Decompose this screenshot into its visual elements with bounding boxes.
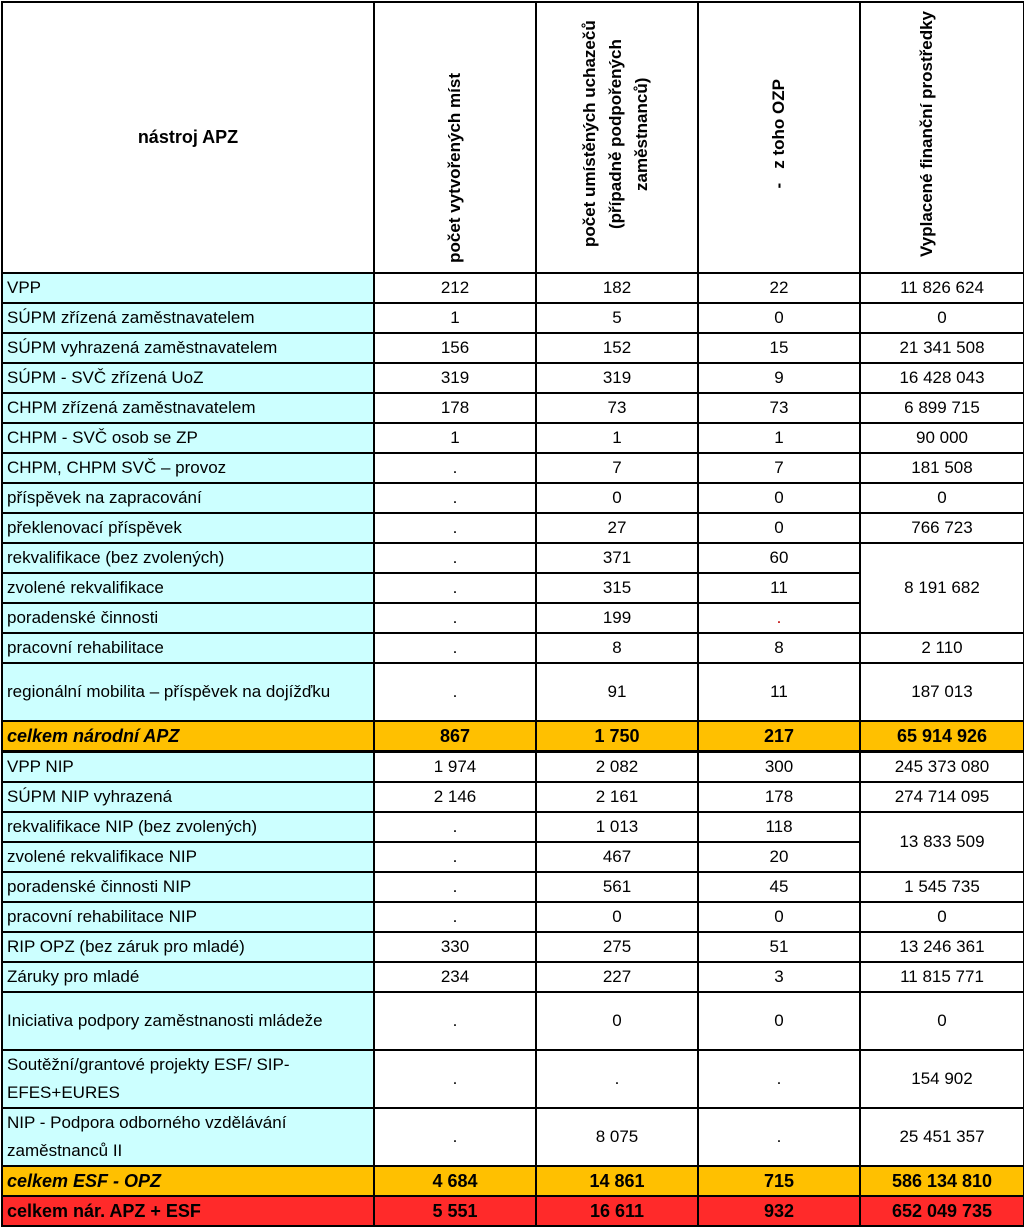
row-ozp: 15 [698,333,860,363]
table-row [2,1050,1024,1108]
row-ozp: 20 [698,842,860,872]
row-name: SÚPM zřízená zaměstnavatelem [2,303,374,333]
row-created: . [374,453,536,483]
grand-total-row [2,1196,1024,1226]
row-paid: 11 815 771 [860,962,1024,992]
table-row [2,363,1024,393]
row-placed: . [536,1050,698,1108]
row-ozp: . [698,1108,860,1166]
row-ozp: . [698,1050,860,1108]
table-row [2,663,1024,721]
row-paid: 766 723 [860,513,1024,543]
grand-total-ozp: 932 [698,1196,860,1226]
row-name: NIP - Podpora odborného vzdělávání zaměstnanců II [2,1108,374,1166]
row-name: RIP OPZ (bez záruk pro mladé) [2,932,374,962]
table-row [2,962,1024,992]
row-placed: 8 [536,633,698,663]
merged-paid-rekvalifikace-nip: 13 833 509 [860,812,1024,872]
row-placed: 27 [536,513,698,543]
total-ozp: 217 [698,721,860,752]
row-paid: 0 [860,483,1024,513]
table-row [2,812,1024,842]
row-placed: 275 [536,932,698,962]
row-paid: 0 [860,902,1024,932]
row-ozp: 11 [698,573,860,603]
table-row [2,483,1024,513]
header-created [374,2,536,273]
row-placed: 73 [536,393,698,423]
row-placed: 2 161 [536,782,698,812]
row-placed: 1 [536,423,698,453]
row-paid: 0 [860,303,1024,333]
row-paid: 274 714 095 [860,782,1024,812]
table-row [2,393,1024,423]
row-created: . [374,603,536,633]
total-ozp: 715 [698,1166,860,1196]
row-ozp: 118 [698,812,860,842]
row-name: Soutěžní/grantové projekty ESF/ SIP- EFES+EURES [2,1050,374,1108]
row-name: poradenské činnosti [2,603,374,633]
header-tool: nástroj APZ [2,2,374,273]
row-paid: 6 899 715 [860,393,1024,423]
total-paid: 586 134 810 [860,1166,1024,1196]
table-row [2,273,1024,303]
row-placed: 371 [536,543,698,573]
row-name: CHPM - SVČ osob se ZP [2,423,374,453]
row-name: poradenské činnosti NIP [2,872,374,902]
row-paid: 16 428 043 [860,363,1024,393]
total-placed: 1 750 [536,721,698,752]
row-created: 1 [374,303,536,333]
table-row [2,902,1024,932]
row-paid: 2 110 [860,633,1024,663]
row-name: regionální mobilita – příspěvek na dojížďku [2,663,374,721]
table-row [2,1108,1024,1166]
row-ozp: 9 [698,363,860,393]
row-name: zvolené rekvalifikace NIP [2,842,374,872]
row-paid: 181 508 [860,453,1024,483]
row-created: . [374,1050,536,1108]
row-placed: 199 [536,603,698,633]
row-created: . [374,842,536,872]
header-paid [860,2,1024,273]
subtotal-row-esf [2,1166,1024,1196]
table-row [2,543,1024,573]
row-placed: 5 [536,303,698,333]
row-name: překlenovací příspěvek [2,513,374,543]
row-placed: 91 [536,663,698,721]
row-ozp: 3 [698,962,860,992]
row-paid: 154 902 [860,1050,1024,1108]
row-created: . [374,483,536,513]
table-row [2,333,1024,363]
header-paid-text: Vyplacené finanční prostředky [917,11,936,257]
row-ozp: 0 [698,303,860,333]
row-name: rekvalifikace (bez zvolených) [2,543,374,573]
row-name: CHPM, CHPM SVČ – provoz [2,453,374,483]
row-placed: 561 [536,872,698,902]
header-placed [536,2,698,273]
grand-total-placed: 16 611 [536,1196,698,1226]
row-placed: 152 [536,333,698,363]
row-name: CHPM zřízená zaměstnavatelem [2,393,374,423]
row-created: 178 [374,393,536,423]
row-paid: 187 013 [860,663,1024,721]
row-created: . [374,663,536,721]
row-ozp: 8 [698,633,860,663]
row-placed: 319 [536,363,698,393]
row-created: 1 [374,423,536,453]
row-ozp: 73 [698,393,860,423]
row-name: VPP [2,273,374,303]
total-created: 4 684 [374,1166,536,1196]
row-paid: 21 341 508 [860,333,1024,363]
row-created: 330 [374,932,536,962]
row-paid: 25 451 357 [860,1108,1024,1166]
table-row [2,423,1024,453]
row-name: pracovní rehabilitace [2,633,374,663]
table-row [2,752,1024,783]
row-paid: 11 826 624 [860,273,1024,303]
row-placed: 7 [536,453,698,483]
row-created: 212 [374,273,536,303]
total-name: celkem ESF - OPZ [2,1166,374,1196]
row-ozp: 7 [698,453,860,483]
row-name: příspěvek na zapracování [2,483,374,513]
row-ozp: 0 [698,513,860,543]
row-placed: 227 [536,962,698,992]
row-created: . [374,543,536,573]
row-name: rekvalifikace NIP (bez zvolených) [2,812,374,842]
total-placed: 14 861 [536,1166,698,1196]
row-created: 2 146 [374,782,536,812]
row-created: 234 [374,962,536,992]
subtotal-row-national [2,721,1024,752]
row-name: SÚPM vyhrazená zaměstnavatelem [2,333,374,363]
row-created: 1 974 [374,752,536,783]
header-ozp [698,2,860,273]
row-ozp: 45 [698,872,860,902]
row-paid: 1 545 735 [860,872,1024,902]
table-row [2,303,1024,333]
row-name: Iniciativa podpory zaměstnanosti mládeže [2,992,374,1050]
row-created: . [374,872,536,902]
row-name: VPP NIP [2,752,374,783]
row-created: . [374,902,536,932]
row-paid: 245 373 080 [860,752,1024,783]
table-row [2,513,1024,543]
header-row [2,2,1024,273]
row-placed: 0 [536,483,698,513]
row-placed: 1 013 [536,812,698,842]
merged-paid-rekvalifikace: 8 191 682 [860,543,1024,633]
row-ozp: 0 [698,483,860,513]
row-placed: 182 [536,273,698,303]
total-paid: 65 914 926 [860,721,1024,752]
row-placed: 315 [536,573,698,603]
row-created: . [374,1108,536,1166]
table-row [2,782,1024,812]
row-created: . [374,573,536,603]
total-name: celkem národní APZ [2,721,374,752]
total-created: 867 [374,721,536,752]
row-ozp: 51 [698,932,860,962]
row-ozp: 11 [698,663,860,721]
grand-total-name: celkem nár. APZ + ESF [2,1196,374,1226]
row-ozp: 22 [698,273,860,303]
row-created: . [374,633,536,663]
table-row [2,453,1024,483]
row-paid: 0 [860,992,1024,1050]
table-row [2,932,1024,962]
row-name: pracovní rehabilitace NIP [2,902,374,932]
row-ozp: 0 [698,992,860,1050]
table-row [2,872,1024,902]
header-ozp-text: - z toho OZP [769,79,788,189]
grand-total-created: 5 551 [374,1196,536,1226]
row-name: SÚPM - SVČ zřízená UoZ [2,363,374,393]
row-created: 319 [374,363,536,393]
row-placed: 467 [536,842,698,872]
row-name: zvolené rekvalifikace [2,573,374,603]
row-ozp: 0 [698,902,860,932]
header-placed-text: počet umístěných uchazečů (případně podpořených zaměstnanců) [580,20,651,248]
row-placed: 0 [536,902,698,932]
row-paid: 90 000 [860,423,1024,453]
row-ozp: . [698,603,860,633]
table-row [2,992,1024,1050]
row-ozp: 60 [698,543,860,573]
grand-total-paid: 652 049 735 [860,1196,1024,1226]
row-ozp: 1 [698,423,860,453]
row-created: . [374,992,536,1050]
row-created: 156 [374,333,536,363]
table-row [2,633,1024,663]
row-ozp: 300 [698,752,860,783]
row-name: SÚPM NIP vyhrazená [2,782,374,812]
row-placed: 2 082 [536,752,698,783]
row-name: Záruky pro mladé [2,962,374,992]
row-placed: 8 075 [536,1108,698,1166]
apz-table [1,1,1024,1227]
row-paid: 13 246 361 [860,932,1024,962]
row-placed: 0 [536,992,698,1050]
row-created: . [374,513,536,543]
header-created-text: počet vytvořených míst [445,73,464,263]
row-created: . [374,812,536,842]
row-ozp: 178 [698,782,860,812]
